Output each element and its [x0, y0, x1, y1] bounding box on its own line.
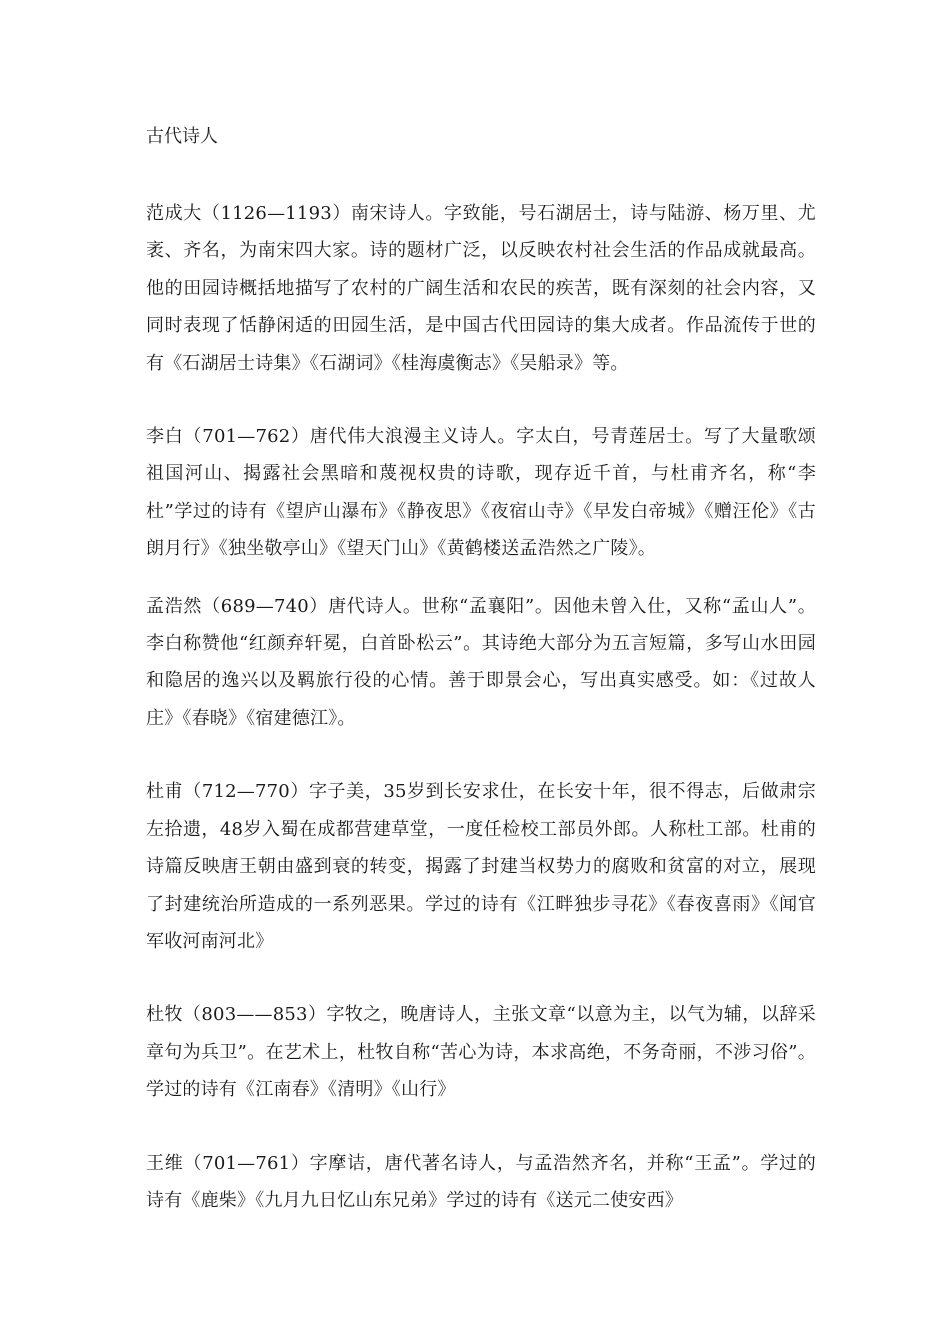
paragraph-li-bai: 李白（701—762）唐代伟大浪漫主义诗人。字太白，号青莲居士。写了大量歌颂祖国河山、揭露社会黑暗和蔑视权贵的诗歌，现存近千首，与杜甫齐名，称“李杜”学过的诗有《望庐山瀑布》《静夜思》《夜宿山寺》《早发白帝城》《赠汪伦》《古朗月行》《独坐敬亭山》《望天门山》《黄鹤楼送孟浩然之广陵》。 [146, 426, 816, 560]
paragraph-meng-haoran: 孟浩然（689—740）唐代诗人。世称“孟襄阳”。因他未曾入仕，又称“孟山人”。李白称赞他“红颜弃轩冕，白首卧松云”。其诗绝大部分为五言短篇，多写山水田园和隐居的逸兴以及羁旅行役的心情。善于即景会心，写出真实感受。如：《过故人庄》《春晓》《宿建德江》。 [146, 595, 816, 729]
paragraph-du-mu: 杜牧（803——853）字牧之，晚唐诗人，主张文章“以意为主，以气为辅，以辞采章句为兵卫”。在艺术上，杜牧自称“苦心为诗，本求高绝，不务奇丽，不涉习俗”。学过的诗有《江南春》《清明》《山行》 [146, 1004, 816, 1101]
paragraph-du-fu: 杜甫（712—770）字子美，35岁到长安求仕，在长安十年，很不得志，后做肃宗左拾遗，48岁入蜀在成都营建草堂，一度任检校工部员外郎。人称杜工部。杜甫的诗篇反映唐王朝由盛到衰的转变，揭露了封建当权势力的腐败和贫富的对立，展现了封建统治所造成的一系列恶果。学过的诗有《江畔独步寻花》《春夜喜雨》《闻官军收河南河北》 [146, 781, 816, 952]
paragraph-wang-wei: 王维（701—761）字摩诘，唐代著名诗人，与孟浩然齐名，并称“王孟”。学过的诗有《鹿柴》《九月九日忆山东兄弟》学过的诗有《送元二使安西》 [146, 1152, 816, 1211]
document-title: 古代诗人 [146, 126, 218, 147]
paragraph-fan-chengda: 范成大（1126—1193）南宋诗人。字致能，号石湖居士，诗与陆游、杨万里、尤袤、齐名，为南宋四大家。诗的题材广泛，以反映农村社会生活的作品成就最高。他的田园诗概括地描写了农村的广阔生活和农民的疾苦，既有深刻的社会内容，又同时表现了恬静闲适的田园生活，是中国古代田园诗的集大成者。作品流传于世的有《石湖居士诗集》《石湖词》《桂海虞衡志》《吴船录》等。 [146, 203, 816, 374]
document-body [146, 121, 816, 1255]
